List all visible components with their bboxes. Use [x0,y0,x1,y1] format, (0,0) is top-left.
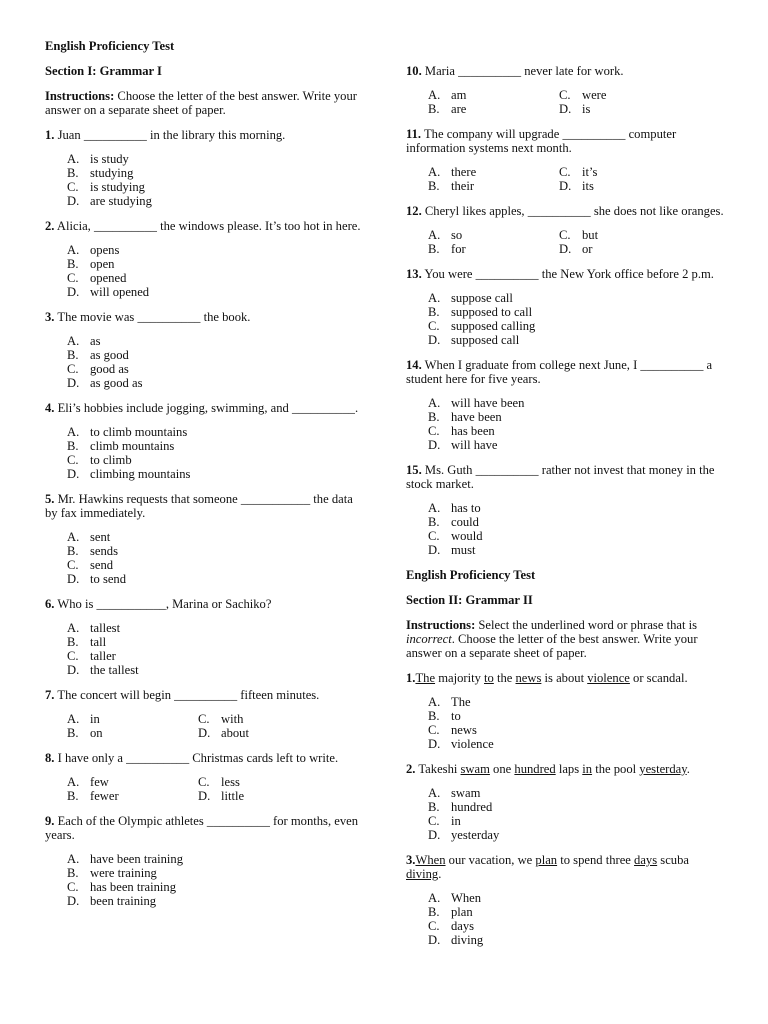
option-letter: D. [67,194,80,208]
question-number: 1. [45,128,55,142]
option-text: supposed calling [451,319,536,333]
option-text: to [451,709,461,723]
question-text: The concert will begin __________ fifteen minutes. [54,688,320,702]
option[interactable]: D. about [198,726,249,740]
question-number: 3. [45,310,55,324]
question-number: 7. [45,688,55,702]
option[interactable] [67,453,363,467]
option[interactable] [67,285,363,299]
options-question-15 [428,501,724,557]
option-text: is studying [90,180,145,194]
option-text: climb mountains [90,439,175,453]
option-text: taller [90,649,116,663]
option[interactable]: D. or [559,242,593,256]
option[interactable] [428,410,724,424]
option-text: have been [451,410,502,424]
sentence-text: one [489,762,515,776]
option-text: climbing mountains [90,467,191,481]
option-text: sends [90,544,118,558]
option-text: When [451,891,482,905]
sentence-text: to spend three [557,853,635,867]
option-letter: B. [428,515,440,529]
option-text: to climb [90,453,132,467]
option-text: will opened [90,285,150,299]
option[interactable]: C. but [559,228,599,242]
question-text: Alicia, __________ the windows please. It’s too hot in here. [54,219,361,233]
sentence-text: is about [541,671,588,685]
option[interactable] [428,291,724,305]
question-number: 4. [45,401,55,415]
option[interactable]: D. been training [67,894,157,908]
options-question-4 [67,425,363,481]
option[interactable] [428,438,724,452]
option[interactable] [428,424,724,438]
question-number: 11. [406,127,422,141]
option[interactable] [67,271,363,285]
option-letter: B. [67,635,79,649]
option-text: studying [90,166,134,180]
option-letter: C. [428,919,440,933]
option[interactable]: B. are [428,102,467,116]
option[interactable]: B. on [67,726,103,740]
option-letter: A. [67,621,80,635]
instructions-label: Instructions: [45,89,115,103]
underlined-phrase: hundred [514,762,556,776]
sentence-text: our vacation, we [445,853,536,867]
question-list-section-2 [406,671,724,947]
underlined-phrase: swam [460,762,490,776]
option[interactable]: A. so [428,228,463,242]
option-text: yesterday [451,828,500,842]
option-letter: A. [67,152,80,166]
options-question-2 [67,243,363,299]
option[interactable]: D. is [559,102,591,116]
question-1 [45,128,363,142]
question-text: Maria __________ never late for work. [421,64,624,78]
options-q10 [428,88,724,116]
option-letter: B. [67,166,79,180]
underlined-phrase: to [484,671,494,685]
option[interactable] [428,695,724,709]
question-number: 9. [45,814,55,828]
sentence-text: the [493,671,516,685]
question-6 [45,597,363,611]
question-text: Cheryl likes apples, __________ she does not like oranges. [421,204,724,218]
option[interactable] [67,362,363,376]
option[interactable] [428,396,724,410]
option[interactable] [67,467,363,481]
question-number: 13. [406,267,422,281]
options-q12 [428,228,724,256]
left-column [45,39,363,919]
option[interactable] [428,333,724,347]
option[interactable] [67,558,363,572]
option-letter: C. [428,814,440,828]
option-letter: B. [67,257,79,271]
option-text: violence [451,737,494,751]
option[interactable]: A. have been training [67,852,184,866]
option-text: diving [451,933,484,947]
option-text: has been [451,424,495,438]
question-2 [45,219,363,233]
question-7 [45,688,363,702]
option[interactable]: C. has been training [67,880,177,894]
question-number: 2. [45,219,55,233]
question-text: Each of the Olympic athletes __________ for months, even years. [45,814,359,842]
option-letter: D. [67,285,80,299]
question-number: 8. [45,751,55,765]
section-2-title: English Proficiency Test [406,568,536,582]
section-2-heading: Section II: Grammar II [406,593,533,607]
option[interactable]: A. in [67,712,100,726]
option[interactable]: C. less [198,775,240,789]
question-number: 5. [45,492,55,506]
options-q7 [67,712,363,740]
option[interactable] [428,501,724,515]
option-letter: B. [428,305,440,319]
option-letter: A. [67,530,80,544]
option-letter: A. [428,501,441,515]
option-text: supposed to call [451,305,533,319]
option[interactable] [428,891,724,905]
option-text: has to [451,501,481,515]
section-2-instructions: Instructions: Select the underlined word or phrase that is incorrect. Choose the letter of the best answer. Write your answer on a separate sheet of paper. [406,618,698,660]
question-number: 10. [406,64,422,78]
question-list-left [45,128,363,677]
question-text: I have only a __________ Christmas cards left to write. [54,751,339,765]
option[interactable] [428,305,724,319]
sentence-text: . [438,867,442,881]
section-1-instructions [45,89,363,117]
option-letter: D. [67,376,80,390]
option-text: to climb mountains [90,425,188,439]
option[interactable] [67,663,363,677]
option-letter: D. [67,663,80,677]
option-text: must [451,543,476,557]
option-letter: A. [67,243,80,257]
option-text: swam [451,786,481,800]
option-text: the tallest [90,663,139,677]
option[interactable] [67,649,363,663]
option-text: good as [90,362,129,376]
options-question-14 [428,396,724,452]
question-text: The movie was __________ the book. [54,310,251,324]
option[interactable]: A. there [428,165,477,179]
option[interactable] [67,425,363,439]
question-14 [406,358,724,386]
underlined-phrase: When [415,853,446,867]
option[interactable] [67,152,363,166]
question-text: Ms. Guth __________ rather not invest that money in the stock market. [406,463,715,491]
question-8 [45,751,363,765]
option-text: open [90,257,115,271]
sentence-text: scuba [657,853,689,867]
question-number: 3. [406,853,416,867]
option[interactable] [67,194,363,208]
question-3 [45,310,363,324]
option-letter: D. [428,828,441,842]
option-letter: A. [428,786,441,800]
option-letter: C. [67,362,79,376]
option-text: supposed call [451,333,520,347]
option[interactable] [67,572,363,586]
option-letter: B. [428,800,440,814]
option[interactable]: B. fewer [67,789,119,803]
underlined-phrase: The [415,671,436,685]
option-letter: C. [67,453,79,467]
option-letter: D. [428,933,441,947]
question-5 [45,492,363,520]
option[interactable] [428,919,724,933]
option[interactable]: B. were training [67,866,157,880]
question-number: 12. [406,204,422,218]
option-text: hundred [451,800,493,814]
option-letter: C. [428,723,440,737]
question-text: Juan __________ in the library this morning. [54,128,286,142]
option-text: news [451,723,477,737]
option-text: tallest [90,621,121,635]
option[interactable]: B. for [428,242,466,256]
question-list-right [406,267,724,557]
option[interactable] [67,243,363,257]
option-letter: D. [428,543,441,557]
option-letter: C. [67,558,79,572]
option-letter: B. [67,544,79,558]
option[interactable] [67,376,363,390]
underlined-phrase: diving [406,867,439,881]
question-text: Mr. Hawkins requests that someone ___________ the data by fax immediately. [45,492,353,520]
option-text: would [451,529,483,543]
option-letter: B. [67,348,79,362]
option[interactable] [428,933,724,947]
emphasis-incorrect: incorrect [406,632,452,646]
option-letter: D. [67,572,80,586]
section-2-question-3 [406,853,724,881]
options-section-2-question-3 [428,891,724,947]
question-number: 2. [406,762,416,776]
sentence-text: or scandal. [629,671,688,685]
options-question-3 [67,334,363,390]
option-letter: D. [428,333,441,347]
option-text: send [90,558,114,572]
options-section-2-question-2 [428,786,724,842]
options-question-13 [428,291,724,347]
question-12 [406,204,724,218]
option-text: opened [90,271,127,285]
option[interactable]: C. with [198,712,244,726]
option-text: suppose call [451,291,513,305]
underlined-phrase: news [515,671,542,685]
option-letter: A. [428,695,441,709]
option-text: could [451,515,479,529]
sentence-text: laps [555,762,583,776]
section-2-question-1 [406,671,724,685]
option[interactable] [428,319,724,333]
question-9 [45,814,363,842]
instructions-text: Choose the letter of the best answer. Write your answer on a separate sheet of paper. [45,89,357,117]
options-question-1 [67,152,363,208]
right-column [406,64,724,958]
option[interactable] [428,786,724,800]
question-10 [406,64,724,78]
option-letter: C. [428,319,440,333]
option-letter: B. [428,709,440,723]
options-q9 [67,852,363,908]
instructions-label: Instructions: [406,618,476,632]
underlined-phrase: plan [535,853,558,867]
sentence-text: majority [435,671,485,685]
option-letter: A. [67,334,80,348]
question-number: 6. [45,597,55,611]
option[interactable] [67,530,363,544]
option-text: as good as [90,376,143,390]
question-4 [45,401,363,415]
option-letter: B. [428,410,440,424]
question-11 [406,127,724,155]
option[interactable]: A. few [67,775,109,789]
option[interactable] [67,544,363,558]
option-letter: C. [67,649,79,663]
option[interactable]: D. its [559,179,594,193]
question-text: You were __________ the New York office before 2 p.m. [421,267,714,281]
option[interactable] [67,621,363,635]
option[interactable] [428,723,724,737]
option[interactable] [67,635,363,649]
option[interactable] [67,257,363,271]
options-question-6 [67,621,363,677]
option-text: days [451,919,475,933]
option-text: as [90,334,101,348]
option-letter: B. [428,905,440,919]
option[interactable] [428,529,724,543]
option-text: as good [90,348,129,362]
options-section-2-question-1 [428,695,724,751]
question-number: 15. [406,463,422,477]
option-text: will have [451,438,498,452]
option-text: to send [90,572,127,586]
options-q8 [67,775,363,803]
option[interactable] [428,828,724,842]
question-number: 1. [406,671,416,685]
option[interactable] [428,800,724,814]
option[interactable] [428,905,724,919]
option-letter: D. [428,438,441,452]
option-letter: D. [428,737,441,751]
option-text: sent [90,530,111,544]
underlined-phrase: yesterday [639,762,687,776]
sentence-text: Takeshi [415,762,461,776]
question-text: Eli’s hobbies include jogging, swimming, and __________. [54,401,359,415]
option[interactable]: A. am [428,88,467,102]
option-letter: B. [67,439,79,453]
page-title: English Proficiency Test [45,39,175,53]
option-text: will have been [451,396,525,410]
option[interactable]: B. their [428,179,475,193]
option-letter: C. [428,529,440,543]
option-letter: C. [67,271,79,285]
underlined-phrase: violence [587,671,630,685]
option-text: is study [90,152,129,166]
option-letter: A. [428,396,441,410]
options-q11 [428,165,724,193]
option[interactable] [67,166,363,180]
option[interactable] [67,334,363,348]
option[interactable] [428,737,724,751]
section-2-question-2 [406,762,724,776]
option[interactable] [428,709,724,723]
option-text: are studying [90,194,152,208]
option-letter: A. [67,425,80,439]
option[interactable]: C. were [559,88,607,102]
option-text: plan [451,905,473,919]
option[interactable] [428,515,724,529]
option-text: The [451,695,471,709]
sentence-text: the pool [592,762,640,776]
option[interactable] [67,348,363,362]
option[interactable] [67,439,363,453]
underlined-phrase: days [634,853,658,867]
option-text: tall [90,635,107,649]
option-letter: A. [428,291,441,305]
question-text: Who is ___________, Marina or Sachiko? [54,597,272,611]
option-letter: A. [428,891,441,905]
question-13 [406,267,724,281]
option[interactable]: D. little [198,789,245,803]
option-letter: C. [428,424,440,438]
options-question-5 [67,530,363,586]
option[interactable]: C. it’s [559,165,598,179]
question-text: When I graduate from college next June, I __________ a student here for five years. [406,358,713,386]
option-text: in [451,814,461,828]
sentence-text: . [686,762,690,776]
section-1-heading: Section I: Grammar I [45,64,162,78]
option-letter: D. [67,467,80,481]
option[interactable] [428,814,724,828]
question-text: The company will upgrade __________ computer information systems next month. [406,127,677,155]
question-15 [406,463,724,491]
option-letter: C. [67,180,79,194]
underlined-phrase: in [582,762,593,776]
option[interactable] [67,180,363,194]
option-text: opens [90,243,120,257]
question-number: 14. [406,358,422,372]
option[interactable] [428,543,724,557]
